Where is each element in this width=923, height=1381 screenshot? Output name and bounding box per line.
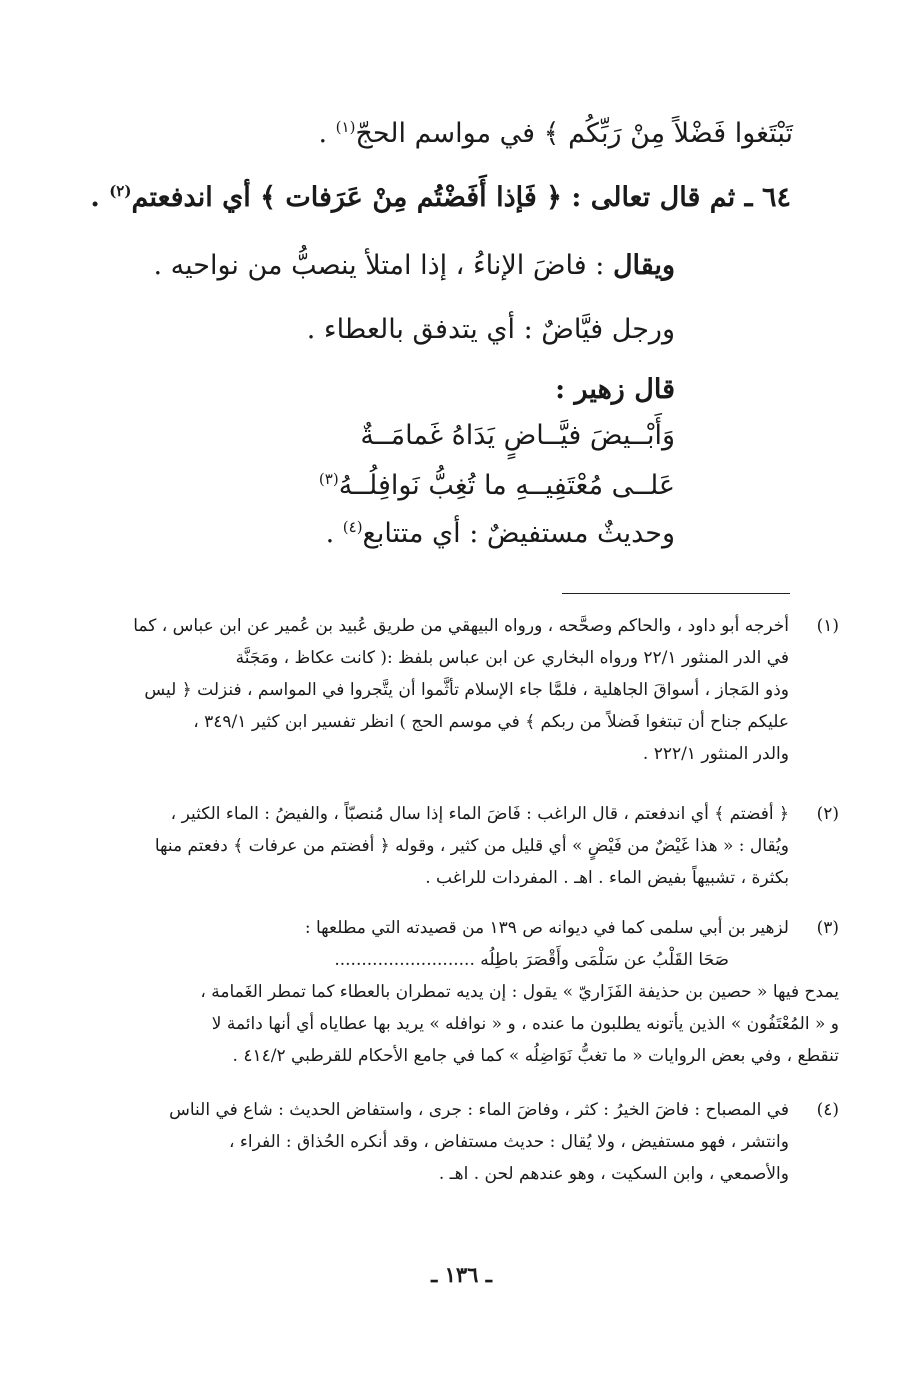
footnote-1-number: (١) — [816, 616, 839, 636]
main-paragraph-3: وحديثٌ مستفيضٌ : أي متتابع$^{(٤)}$ . — [325, 518, 675, 549]
footnote-line: بكثرة ، تشبيهاً بفيض الماء . اهـ . المفردات للراغب . — [425, 868, 789, 888]
footnote-1 — [89, 610, 789, 770]
footnote-3-number: (٣) — [816, 918, 839, 938]
footnote-verse-line: صَحَا القَلْبُ عن سَلْمَى وأَقْصَرَ باطِلُه .......................... — [334, 950, 729, 970]
entry-number: ٦٤ ـ — [744, 182, 791, 213]
verse-line-1: وَأَبْــيضَ فيَّــاضٍ يَدَاهُ غَمامَــةٌ — [360, 420, 675, 451]
footnote-line: في الدر المنثور ٢٢/١ ورواه البخاري عن ابن عباس بلفظ :( كانت عكاظ ، ومَجَنَّة — [235, 648, 789, 668]
para-lead-word: ويقال — [612, 250, 675, 281]
footnote-ref-2: (٢) — [109, 182, 132, 200]
footnote-4-number: (٤) — [816, 1100, 839, 1120]
main-paragraph-1: ويقال : فاضَ الإناءُ ، إذا امتلأ ينصبُّ من نواحيه . — [153, 250, 675, 281]
footnote-3-continued — [89, 976, 839, 1072]
footnote-line: أخرجه أبو داود ، والحاكم وصحَّحه ، ورواه البيهقي من طريق عُبيد بن عُمير عن ابن عباس ، كما — [133, 616, 789, 636]
poet-label: قال زهير : — [555, 374, 675, 405]
footnote-line: لزهير بن أبي سلمى كما في ديوانه ص ١٣٩ من قصيدته التي مطلعها : — [304, 918, 789, 938]
footnote-line: تنقطع ، وفي بعض الروايات « ما تغبُّ نَوَاضِلُه » كما في جامع الأحكام للقرطبي ٤١٤/٢ . — [232, 1046, 839, 1066]
footnote-line: يمدح فيها « حصين بن حذيفة الفَزَاريّ » يقول : إن يديه تمطران بالعطاء كما تمطر الغَمامة ، — [200, 982, 839, 1002]
footnote-divider — [562, 593, 790, 594]
footnote-ref-3: (٣) — [318, 470, 339, 488]
footnote-line: وانتشر ، فهو مستفيض ، ولا يُقال : حديث مستفاض ، وقد أنكره الحُذاق : الفراء ، — [229, 1132, 789, 1152]
footnote-line: في المصباح : فاضَ الخيرُ : كثر ، وفاضَ الماء : جرى ، واستفاض الحديث : شاع في الناس — [169, 1100, 789, 1120]
main-paragraph-2: ورجل فيَّاضٌ : أي يتدفق بالعطاء . — [306, 314, 675, 345]
main-line-1: تَبْتَغوا فَضْلاً مِنْ رَبِّكُم ﴾ في مواسم الحجّ$^{(١)}$ . — [318, 118, 793, 149]
footnote-line: و « المُعْتَفُون » الذين يأتونه يطلبون ما عنده ، و « نوافله » يريد بها عطاياه أي أنها دائمة لا — [211, 1014, 839, 1034]
footnote-line: ويُقال : « هذا غَيْضٌ من فَيْضٍ » أي قليل من كثير ، وقوله ﴿ أفضتم من عرفات ﴾ دفعتم منها — [154, 836, 789, 856]
footnote-3 — [89, 912, 789, 976]
footnote-2 — [89, 798, 789, 894]
page-number: ـ ١٣٦ ـ — [431, 1262, 492, 1287]
entry-64: ٦٤ ـ ثم قال تعالى : ﴿ فَإذا أَفَضْتُم مِنْ عَرَفات ﴾ أي اندفعتم$^{(٢)}$ . — [90, 182, 791, 213]
footnote-line: عليكم جناح أن تبتغوا فَضلاً من ربكم ﴾ في موسم الحج ) انظر تفسير ابن كثير ٣٤٩/١ ، — [193, 712, 789, 732]
entry-text: ثم قال تعالى : ﴿ فَإذا أَفَضْتُم مِنْ عَرَفات ﴾ أي اندفعتم — [131, 182, 736, 213]
footnote-ref-1: (١) — [335, 118, 356, 136]
footnote-4 — [89, 1094, 789, 1190]
footnote-2-number: (٢) — [816, 804, 839, 824]
footnote-line: والدر المنثور ٢٢٢/١ . — [642, 744, 789, 764]
footnote-line: وذو المَجاز ، أسواقَ الجاهلية ، فلمَّا جاء الإسلام تأثَّموا أن يتَّجروا في المواسم ، فنزلت ﴿ ليس — [144, 680, 789, 700]
footnote-ref-4: (٤) — [342, 518, 363, 536]
quran-verse-continuation: تَبْتَغوا فَضْلاً مِنْ رَبِّكُم ﴾ في مواسم الحجّ — [355, 118, 793, 149]
footnote-line: ﴿ أفضتم ﴾ أي اندفعتم ، قال الراغب : فَاضَ الماء إذا سال مُنصبّاً ، والفيضُ : الماء الكثير ، — [170, 804, 789, 824]
footnote-line: والأصمعي ، وابن السكيت ، وهو عندهم لحن . اهـ . — [438, 1164, 789, 1184]
verse-line-2: عَلــى مُعْتَفِيــهِ ما تُغِبُّ نَوافِلُــهُ$^{(٣)}$ — [318, 470, 675, 501]
